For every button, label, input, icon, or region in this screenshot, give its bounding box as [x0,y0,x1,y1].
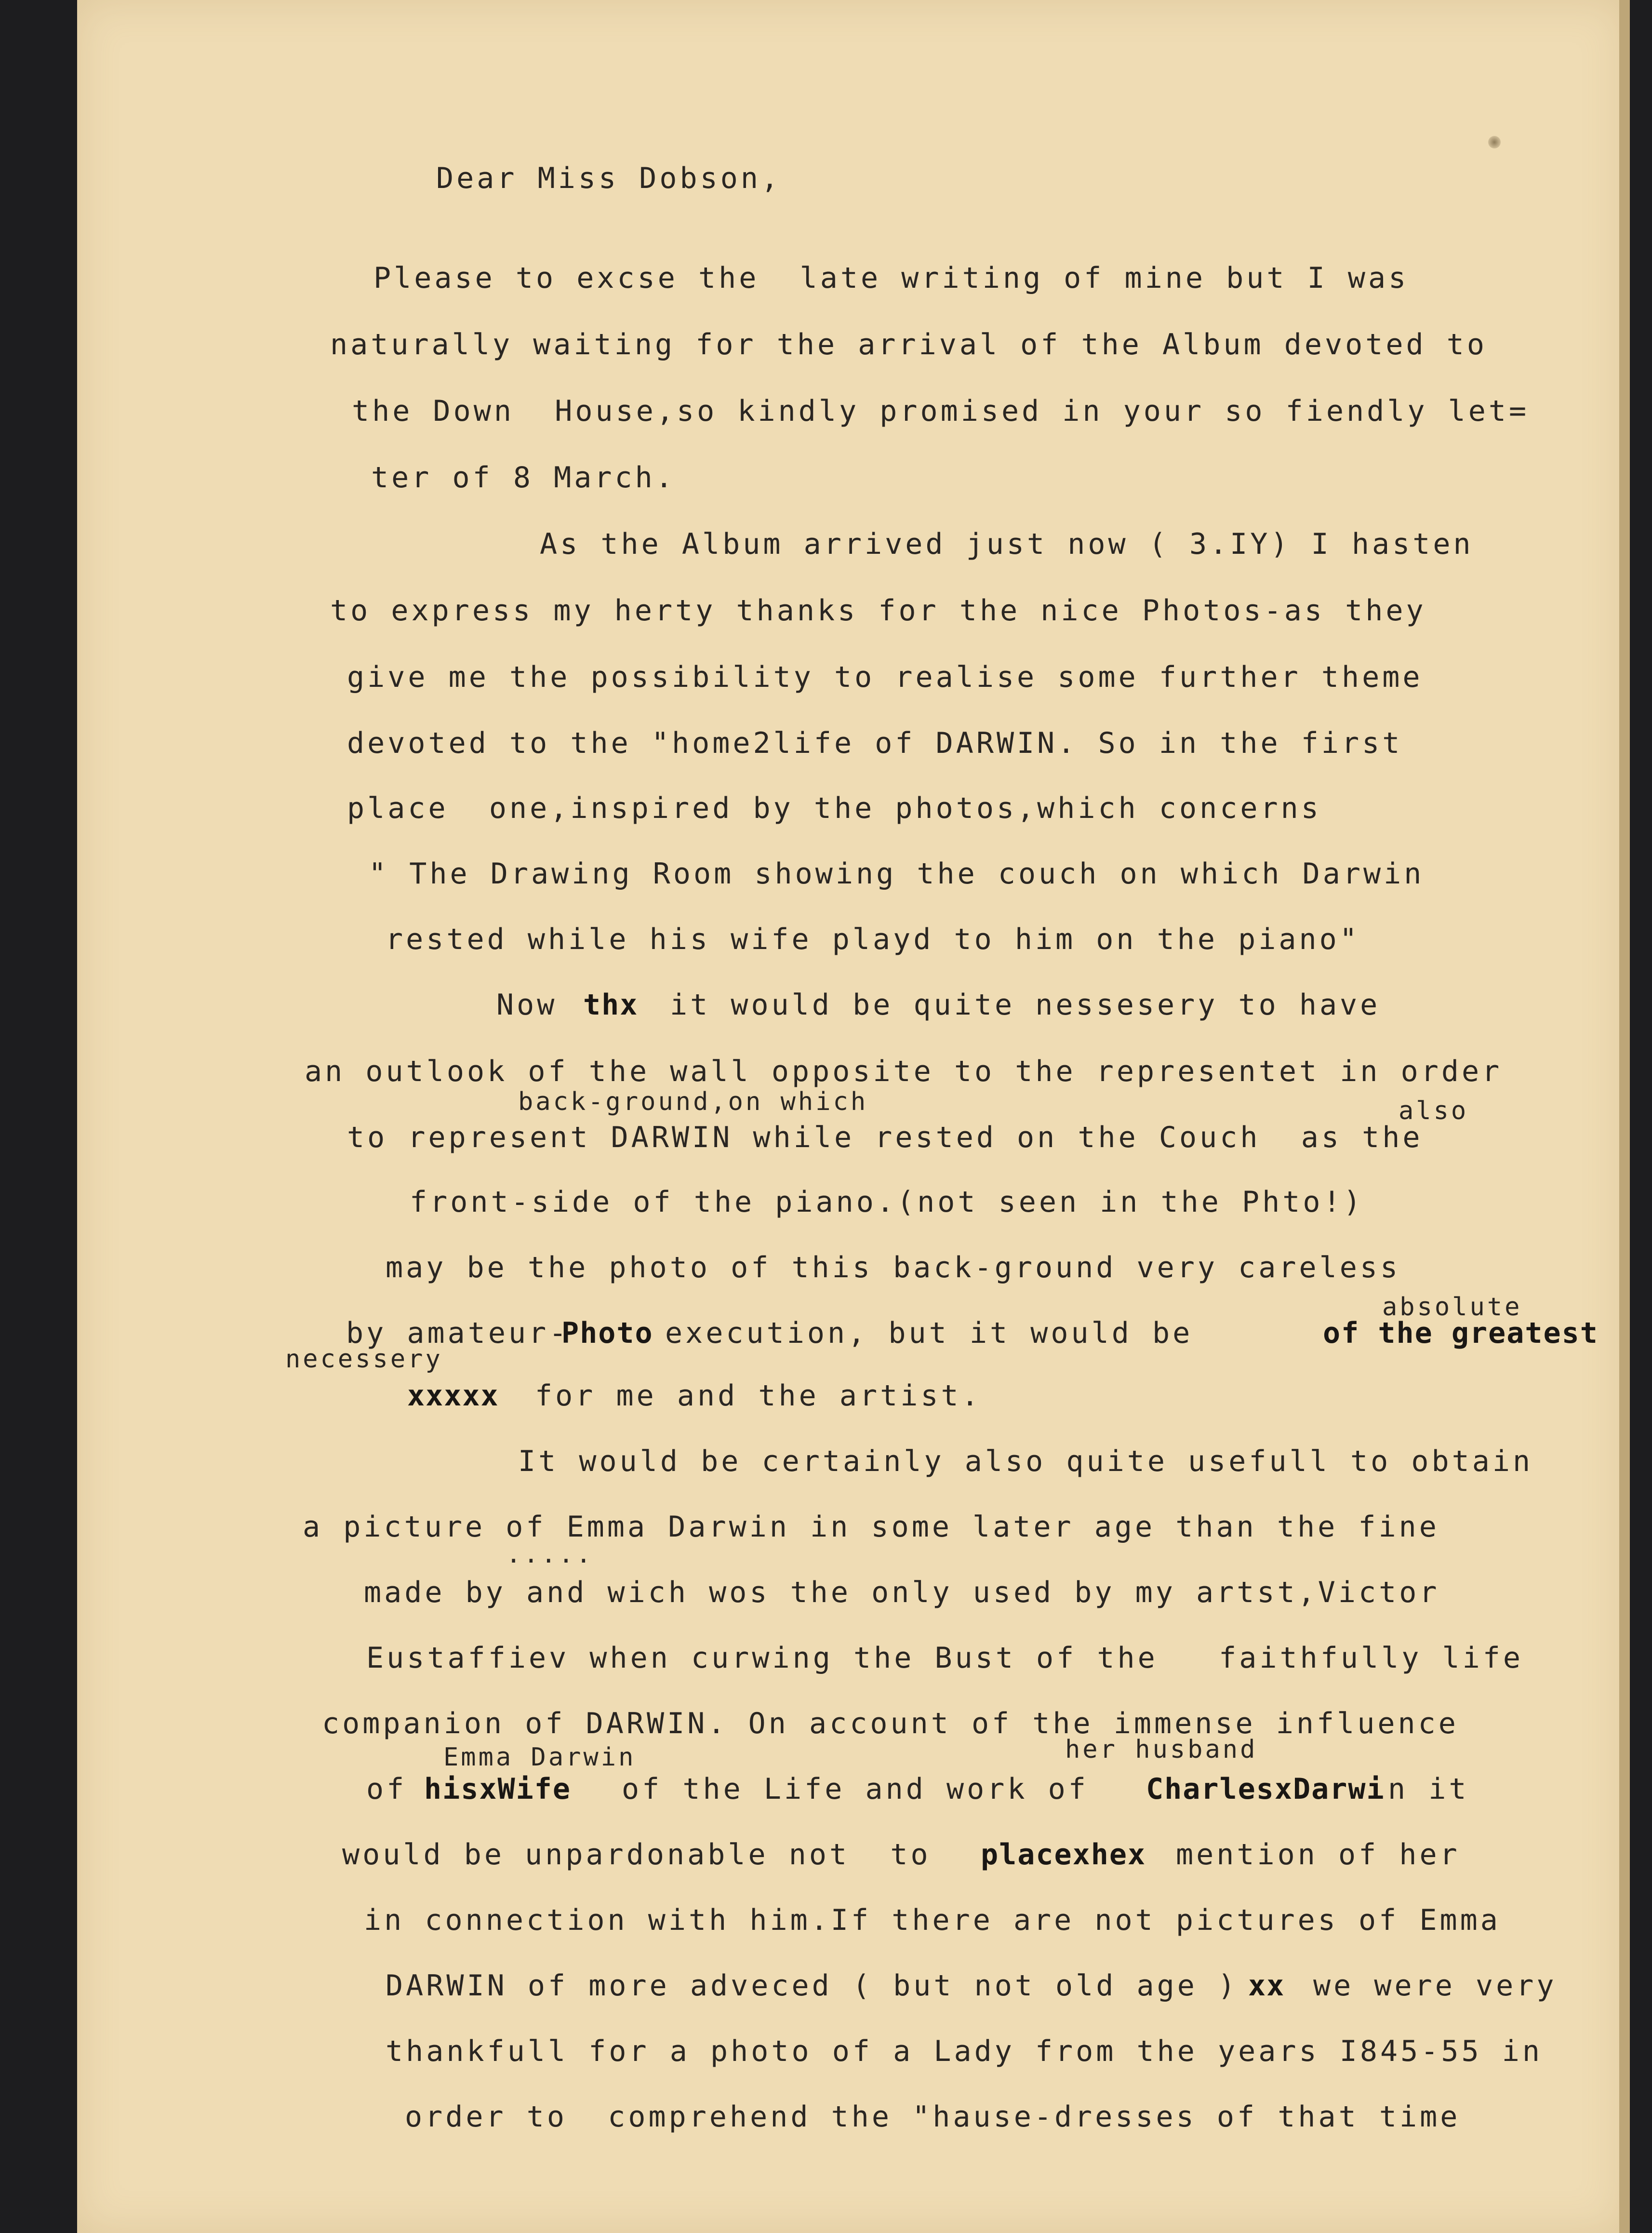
letter-line: would be unpardonable not to [342,1838,931,1872]
letter-line: front-side of the piano.(not seen in the Phto!) [410,1185,1364,1219]
struck-word: of the greatest [1323,1316,1599,1350]
letter-line: made by and wich wos the only used by my artst,Victor [364,1576,1440,1609]
letter-line: execution, but it would be [665,1316,1193,1350]
letter-line: the Down House,so kindly promised in your so fiendly let= [352,394,1530,428]
letter-line: by amateur- [346,1316,570,1350]
letter-line: ter of 8 March. [371,461,676,495]
letter-line: thankfull for a photo of a Lady from the years I845-55 in [386,2034,1543,2068]
struck-word: xx [1248,1969,1285,2003]
letter-line: naturally waiting for the arrival of the Album devoted to [330,328,1488,361]
struck-word: thx [583,988,639,1022]
letter-line: Eustaffiev when curwing the Bust of the faithfully life [366,1641,1524,1675]
salutation: Dear Miss Dobson, [436,161,782,195]
letter-line: As the Album arrived just now ( 3.IY) I hasten [540,527,1474,561]
letter-line: Now [496,988,558,1022]
letter-line: order to comprehend the "hause-dresses of that time [405,2100,1461,2134]
letter-line: companion of DARWIN. On account of the immense influence [322,1707,1459,1740]
letter-line: in connection with him.If there are not pictures of Emma [364,1903,1501,1937]
inserted-text: necessery [285,1345,443,1374]
letter-line: to express my herty thanks for the nice Photos-as they [330,594,1426,628]
letter-line: of [366,1772,407,1806]
letter-line: Please to excse the late writing of mine but I was [373,261,1409,295]
letter-line: an outlook of the wall opposite to the representet in order [305,1055,1503,1088]
page-edge [1619,0,1630,2233]
letter-line: a picture of Emma Darwin in some later age than the fine [303,1510,1439,1544]
struck-word: CharlesxDarwi [1146,1772,1385,1806]
inserted-text: her husband [1065,1735,1258,1764]
struck-word: hisxWife [424,1772,571,1806]
letter-line: to represent DARWIN while rested on the Couch as the [347,1121,1423,1154]
dotted-mark: ..... [506,1540,594,1569]
letter-line: rested while his wife playd to him on the piano" [386,923,1360,956]
letter-line: of the Life and work of [622,1772,1089,1806]
letter-line: give me the possibility to realise some further theme [347,660,1423,694]
letter-line: mention of her [1176,1838,1460,1872]
letter-line: place one,inspired by the photos,which concerns [347,791,1321,825]
letter-line: may be the photo of this back-ground very careless [386,1251,1401,1284]
letter-line: devoted to the "home2life of DARWIN. So in the first [347,726,1403,760]
struck-word: xxxxx [407,1379,499,1413]
struck-word: Photo [561,1316,653,1350]
inserted-text: also [1399,1096,1469,1125]
letter-line: DARWIN of more adveced ( but not old age ) [386,1969,1239,2003]
inserted-text: back-ground,on which [518,1087,868,1116]
letter-line: for me and the artist. [535,1379,982,1413]
letter-line: we were very [1313,1969,1557,2003]
struck-word: placexhex [981,1838,1146,1872]
ink-spot [1488,136,1501,148]
letter-line: It would be certainly also quite usefull to obtain [518,1444,1533,1478]
letter-line: it would be quite nessesery to have [670,988,1381,1022]
letter-line: n it [1388,1772,1469,1806]
letter-line: " The Drawing Room showing the couch on which Darwin [369,857,1425,891]
inserted-text: absolute [1382,1293,1522,1322]
inserted-text: Emma Darwin [443,1743,636,1772]
